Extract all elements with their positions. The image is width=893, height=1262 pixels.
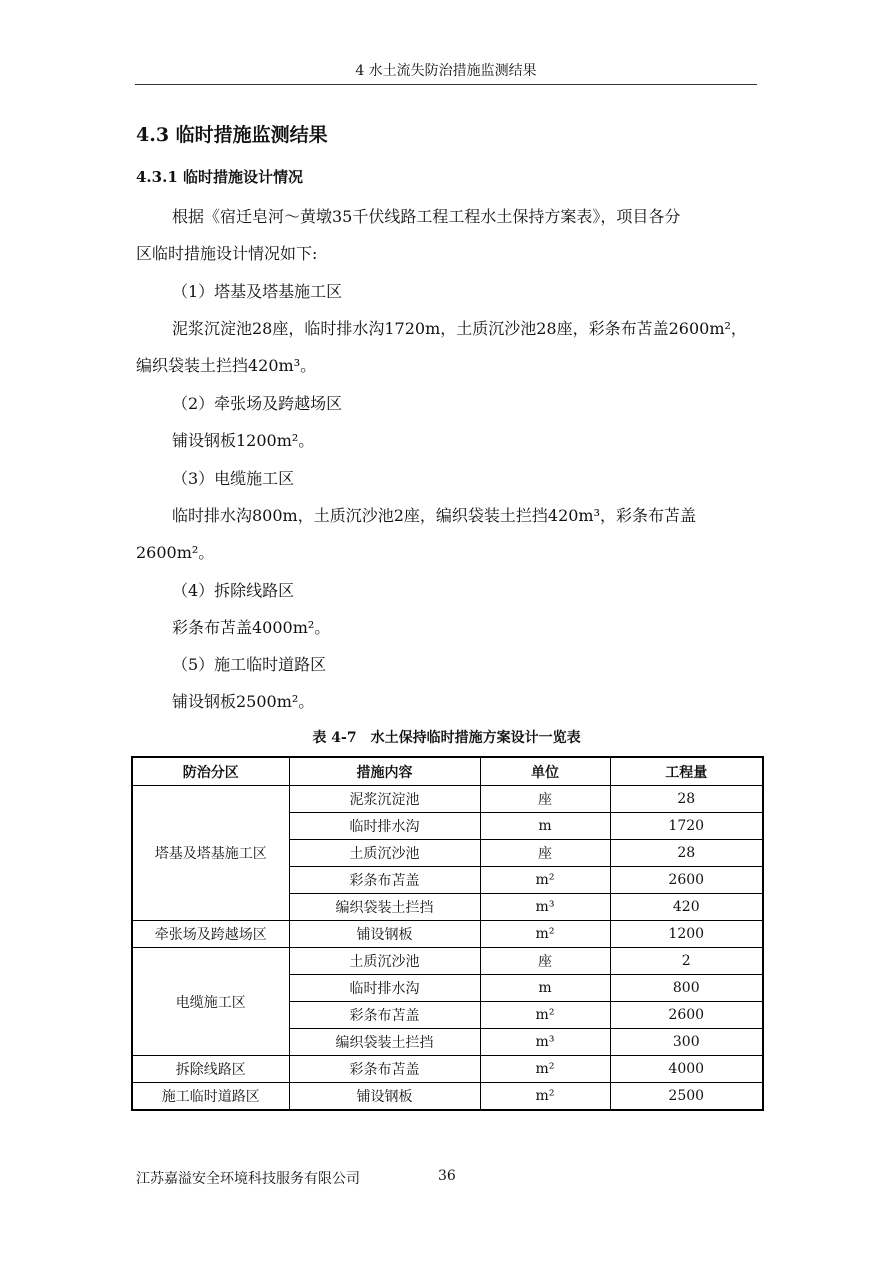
unit-cell: m (480, 813, 610, 840)
zone-cell: 拆除线路区 (132, 1056, 289, 1083)
table-row (132, 948, 763, 975)
quantity-cell: 2600 (610, 867, 763, 894)
zone-5-title: （5）施工临时道路区 (172, 655, 327, 674)
intro-line-2: 区临时措施设计情况如下: (136, 244, 318, 263)
zone-4-title: （4）拆除线路区 (172, 581, 295, 600)
zone-5-line-1: 铺设钢板2500m²。 (172, 692, 315, 711)
measure-cell: 铺设钢板 (289, 1083, 480, 1111)
intro-line-1: 根据《宿迁皂河～黄墩35千伏线路工程工程水土保持方案表》，项目各分 (172, 207, 681, 226)
measure-cell: 彩条布苫盖 (289, 1002, 480, 1029)
zone-3-title: （3）电缆施工区 (172, 469, 295, 488)
table-row (132, 1083, 763, 1111)
zone-1-line-1: 泥浆沉淀池28座，临时排水沟1720m，土质沉沙池28座，彩条布苫盖2600m²， (172, 319, 747, 338)
table-row (132, 921, 763, 948)
measure-cell: 彩条布苫盖 (289, 1056, 480, 1083)
quantity-cell: 420 (610, 894, 763, 921)
zone-cell: 电缆施工区 (132, 948, 289, 1056)
unit-cell: m² (480, 1056, 610, 1083)
zone-cell: 施工临时道路区 (132, 1083, 289, 1111)
zone-1-line-2: 编织袋装土拦挡420m³。 (136, 356, 317, 375)
measures-table (131, 756, 764, 1111)
header-measure: 措施内容 (289, 757, 480, 786)
quantity-cell: 300 (610, 1029, 763, 1056)
table-caption: 表 4-7 水土保持临时措施方案设计一览表 (312, 730, 581, 746)
zone-4-line-1: 彩条布苫盖4000m²。 (172, 618, 331, 637)
measure-cell: 编织袋装土拦挡 (289, 1029, 480, 1056)
zone-2-line-1: 铺设钢板1200m²。 (172, 431, 315, 450)
measure-cell: 泥浆沉淀池 (289, 786, 480, 813)
quantity-cell: 2600 (610, 1002, 763, 1029)
measure-cell: 编织袋装土拦挡 (289, 894, 480, 921)
zone-3-line-2: 2600m²。 (136, 543, 215, 562)
footer-company: 江苏嘉溢安全环境科技服务有限公司 (136, 1171, 360, 1187)
subsection-heading: 4.3.1 临时措施设计情况 (136, 168, 303, 186)
quantity-cell: 4000 (610, 1056, 763, 1083)
quantity-cell: 1200 (610, 921, 763, 948)
table-row (132, 786, 763, 813)
unit-cell: 座 (480, 948, 610, 975)
section-heading: 4.3 临时措施监测结果 (136, 124, 328, 146)
quantity-cell: 800 (610, 975, 763, 1002)
unit-cell: 座 (480, 786, 610, 813)
unit-cell: m² (480, 921, 610, 948)
zone-2-title: （2）牵张场及跨越场区 (172, 394, 343, 413)
zone-1-title: （1）塔基及塔基施工区 (172, 282, 343, 301)
zone-3-line-1: 临时排水沟800m，土质沉沙池2座，编织袋装土拦挡420m³，彩条布苫盖 (172, 506, 697, 525)
measure-cell: 土质沉沙池 (289, 948, 480, 975)
zone-cell: 塔基及塔基施工区 (132, 786, 289, 921)
header-zone: 防治分区 (132, 757, 289, 786)
table-row (132, 1056, 763, 1083)
quantity-cell: 2 (610, 948, 763, 975)
zone-cell: 牵张场及跨越场区 (132, 921, 289, 948)
quantity-cell: 2500 (610, 1083, 763, 1111)
quantity-cell: 28 (610, 786, 763, 813)
running-header: 4 水土流失防治措施监测结果 (135, 58, 757, 85)
measure-cell: 临时排水沟 (289, 975, 480, 1002)
unit-cell: m (480, 975, 610, 1002)
quantity-cell: 1720 (610, 813, 763, 840)
measure-cell: 彩条布苫盖 (289, 867, 480, 894)
unit-cell: m² (480, 1083, 610, 1111)
unit-cell: m² (480, 1002, 610, 1029)
unit-cell: m² (480, 867, 610, 894)
measure-cell: 铺设钢板 (289, 921, 480, 948)
unit-cell: m³ (480, 1029, 610, 1056)
measure-cell: 临时排水沟 (289, 813, 480, 840)
header-unit: 单位 (480, 757, 610, 786)
unit-cell: 座 (480, 840, 610, 867)
page-number: 36 (438, 1168, 456, 1184)
table-header-row (132, 757, 763, 786)
unit-cell: m³ (480, 894, 610, 921)
header-quantity: 工程量 (610, 757, 763, 786)
measure-cell: 土质沉沙池 (289, 840, 480, 867)
quantity-cell: 28 (610, 840, 763, 867)
